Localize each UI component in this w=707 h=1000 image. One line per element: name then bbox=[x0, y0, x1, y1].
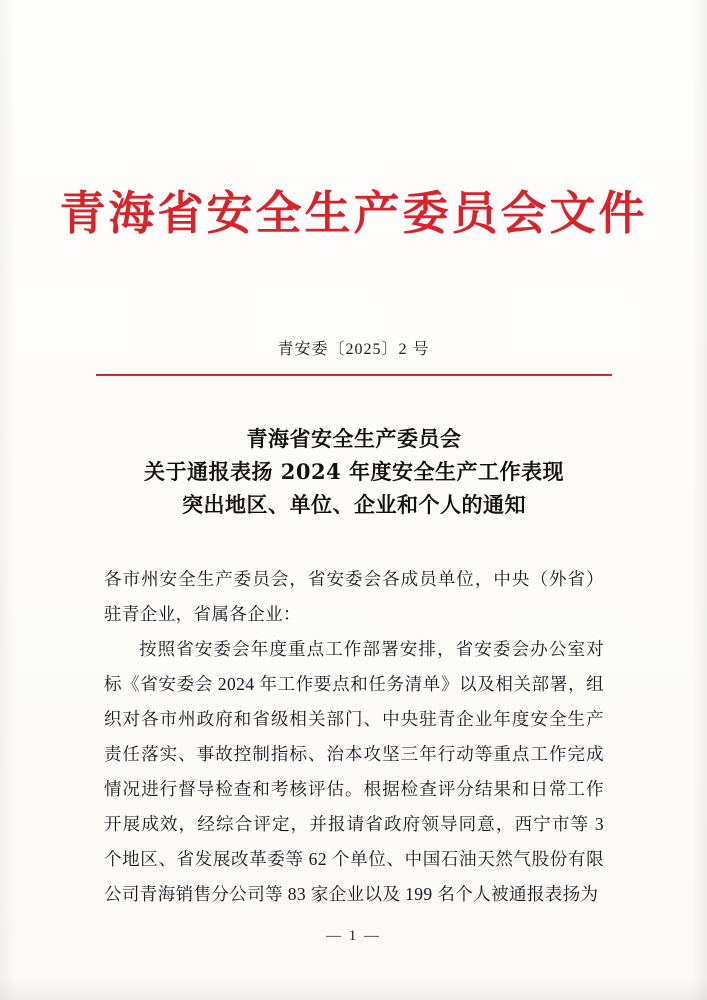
page-number-footer bbox=[0, 928, 707, 945]
salutation: 各市州安全生产委员会，省安委会各成员单位，中央（外省）驻青企业，省属各企业： bbox=[104, 569, 604, 624]
document-title-line-3: 突出地区、单位、企业和个人的通知 bbox=[182, 492, 526, 517]
body-paragraph-1: 按照省安委会年度重点工作部署安排，省安委会办公室对标《省安委会 2024 年工作要点和任务清单》以及相关部署，组织对各市州政府和省级相关部门、中央驻青企业年度安全生产责任落实、事故控制指标、治本攻坚三年行动等重点工作完成情况进行督导检查和考核评估。根据检查评分结果和日常工作开展成效，经综合评定，并报请省政府领导同意，西宁市等 3 个地区、省发展改革委等 62 个单位、中国石油天然气股份有限公司青海销售分公司等 83 家企业以及 199 名个人被通报表扬为 bbox=[104, 639, 604, 904]
document-title-line-1: 青海省安全生产委员会 bbox=[246, 426, 462, 451]
masthead bbox=[0, 186, 707, 241]
document-number: 青安委〔2025〕2 号 bbox=[277, 341, 430, 358]
page-number-text: — 1 — bbox=[326, 928, 381, 944]
document-title bbox=[96, 422, 612, 521]
document-title-line-2: 关于通报表扬 2024 年度安全生产工作表现 bbox=[143, 459, 565, 484]
masthead-title: 青海省安全生产委员会文件 bbox=[59, 186, 648, 240]
red-separator-rule bbox=[96, 374, 612, 376]
document-body bbox=[104, 562, 604, 912]
